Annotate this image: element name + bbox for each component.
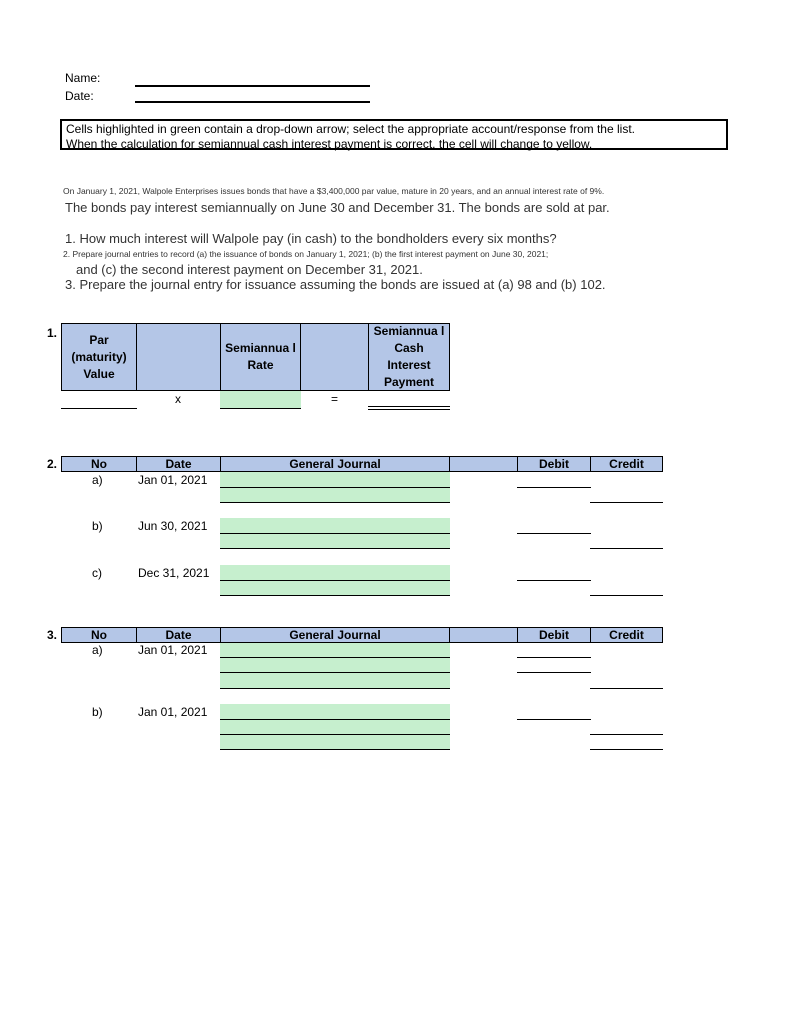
- s3-row-a-account-3[interactable]: [220, 673, 450, 688]
- s3-row-b-line-3: [220, 749, 450, 750]
- s2-row-a-account-1[interactable]: [220, 472, 450, 487]
- s2-credit-header: Credit: [590, 456, 663, 472]
- s2-row-c-account-2[interactable]: [220, 581, 450, 595]
- s2-row-a-date: Jan 01, 2021: [138, 473, 208, 487]
- s2-row-c-debit-input[interactable]: [517, 580, 591, 581]
- s3-row-b-credit-input-1[interactable]: [590, 734, 663, 735]
- s2-row-b-credit-input[interactable]: [590, 548, 663, 549]
- section-1-number: 1.: [47, 326, 58, 340]
- date-field[interactable]: [135, 101, 370, 103]
- s2-row-c-credit-input[interactable]: [590, 595, 663, 596]
- par-value-input[interactable]: [61, 408, 137, 409]
- s3-debit-header: Debit: [517, 627, 591, 643]
- equals-sign: =: [331, 392, 339, 406]
- blank-header-1: [136, 323, 221, 391]
- s3-no-header: No: [61, 627, 137, 643]
- s2-row-c-date: Dec 31, 2021: [138, 566, 210, 580]
- s3-row-a-account-2[interactable]: [220, 658, 450, 672]
- rate-dropdown[interactable]: [220, 391, 301, 408]
- s3-row-b-credit-input-2[interactable]: [590, 749, 663, 750]
- s3-row-b-no: b): [92, 705, 103, 719]
- par-value-header: [61, 323, 137, 391]
- s2-row-c-no: c): [92, 566, 102, 580]
- s3-row-a-account-1[interactable]: [220, 643, 450, 657]
- question-3: 3. Prepare the journal entry for issuance assuming the bonds are issued at (a) 98 and (b) 102.: [65, 277, 606, 292]
- date-label: Date:: [65, 89, 94, 103]
- rate-underline: [220, 408, 301, 409]
- question-2-line-2: and (c) the second interest payment on December 31, 2021.: [76, 262, 423, 277]
- name-field[interactable]: [135, 85, 370, 87]
- s3-row-b-account-1[interactable]: [220, 704, 450, 719]
- s2-row-c-account-1[interactable]: [220, 565, 450, 580]
- s2-row-b-line-2: [220, 548, 450, 549]
- s2-no-header: No: [61, 456, 137, 472]
- instructions-line-1: Cells highlighted in green contain a drop-down arrow; select the appropriate account/response from the list.: [66, 122, 635, 136]
- s3-row-a-no: a): [92, 643, 103, 657]
- problem-line-2: The bonds pay interest semiannually on June 30 and December 31. The bonds are sold at par.: [65, 200, 610, 215]
- s2-row-a-line-2: [220, 502, 450, 503]
- s2-blank-header: [449, 456, 518, 472]
- s2-row-b-account-2[interactable]: [220, 534, 450, 548]
- s3-row-a-line-3: [220, 688, 450, 689]
- instructions-box: [60, 119, 728, 150]
- s2-row-a-account-2[interactable]: [220, 488, 450, 502]
- payment-header: [368, 323, 450, 391]
- s3-row-a-debit-input-2[interactable]: [517, 672, 591, 673]
- s2-row-a-credit-input[interactable]: [590, 502, 663, 503]
- rate-header-text: Semiannua l Rate: [225, 341, 296, 372]
- s2-row-b-account-1[interactable]: [220, 518, 450, 533]
- s3-date-header: Date: [136, 627, 221, 643]
- rate-header: [220, 323, 301, 391]
- s3-row-a-credit-input[interactable]: [590, 688, 663, 689]
- instructions-line-2: When the calculation for semiannual cash interest payment is correct, the cell will change to yellow.: [66, 137, 593, 151]
- payment-input[interactable]: [368, 406, 450, 410]
- s2-row-b-date: Jun 30, 2021: [138, 519, 208, 533]
- s3-general-journal-header: General Journal: [220, 627, 450, 643]
- par-value-header-text: Par (maturity) Value: [71, 332, 127, 381]
- problem-line-1: On January 1, 2021, Walpole Enterprises issues bonds that have a $3,400,000 par value, mature in 20 years, and an annual interest rate of 9%.: [63, 186, 605, 196]
- s2-general-journal-header: General Journal: [220, 456, 450, 472]
- s2-date-header: Date: [136, 456, 221, 472]
- s2-row-a-no: a): [92, 473, 103, 487]
- times-sign: x: [175, 392, 181, 406]
- s3-row-b-debit-input[interactable]: [517, 719, 591, 720]
- s3-row-b-account-2[interactable]: [220, 720, 450, 734]
- question-2-line-1: 2. Prepare journal entries to record (a) the issuance of bonds on January 1, 2021; (b) the first interest payment on June 30, 2021;: [63, 249, 549, 259]
- s3-row-a-date: Jan 01, 2021: [138, 643, 208, 657]
- s2-debit-header: Debit: [517, 456, 591, 472]
- section-2-number: 2.: [47, 457, 58, 471]
- s3-row-b-account-3[interactable]: [220, 735, 450, 749]
- name-label: Name:: [65, 71, 101, 85]
- s2-row-a-debit-input[interactable]: [517, 487, 591, 488]
- s2-row-b-no: b): [92, 519, 103, 533]
- s2-row-c-line-2: [220, 595, 450, 596]
- s2-row-b-debit-input[interactable]: [517, 533, 591, 534]
- blank-header-2: [300, 323, 369, 391]
- s3-row-a-debit-input-1[interactable]: [517, 657, 591, 658]
- s3-blank-header: [449, 627, 518, 643]
- payment-header-text: Semiannua l Cash Interest Payment: [373, 324, 445, 389]
- question-1: 1. How much interest will Walpole pay (in cash) to the bondholders every six months?: [65, 231, 557, 246]
- s3-row-b-date: Jan 01, 2021: [138, 705, 208, 719]
- section-3-number: 3.: [47, 628, 58, 642]
- s3-credit-header: Credit: [590, 627, 663, 643]
